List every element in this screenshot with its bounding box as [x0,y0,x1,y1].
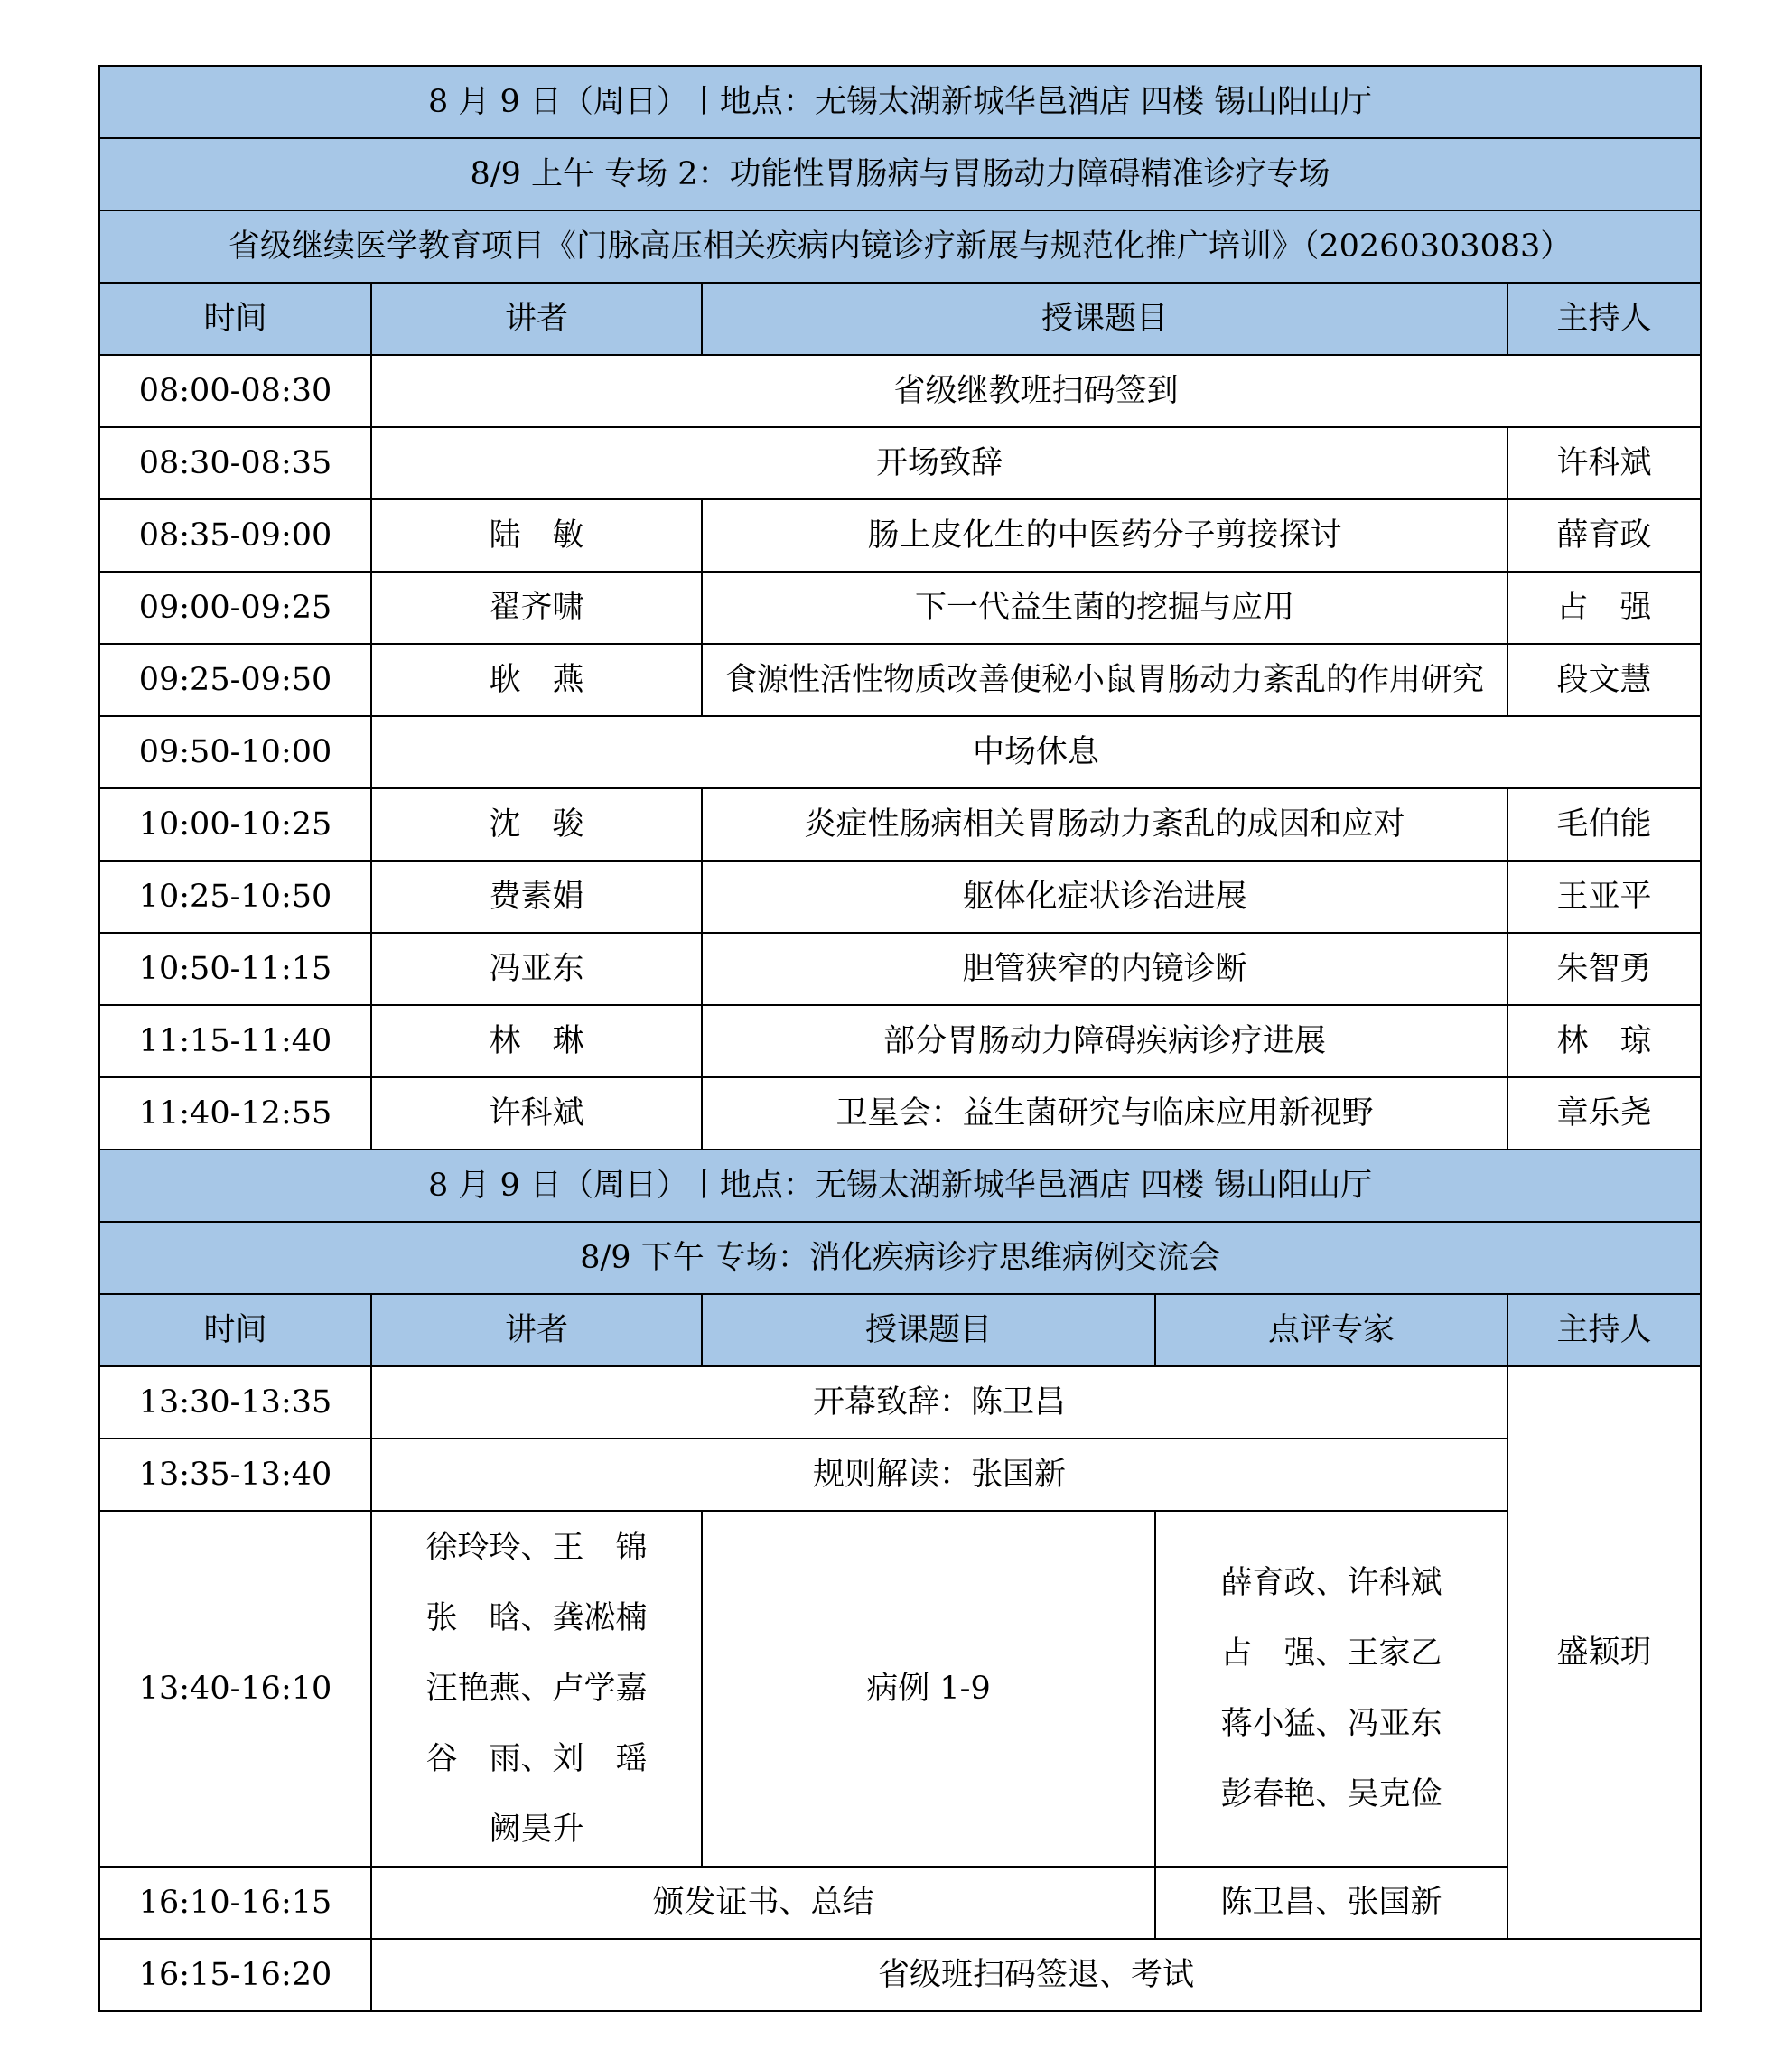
topic-cell: 省级班扫码签退、考试 [371,1939,1701,2011]
time-cell: 09:25-09:50 [99,644,371,716]
time-cell: 13:35-13:40 [99,1439,371,1511]
topic-cell: 下一代益生菌的挖掘与应用 [702,572,1507,644]
speaker-line: 张 晗、龚凇楠 [425,1600,648,1636]
table-row [99,572,1701,644]
header-time: 时间 [99,283,371,355]
project-title: 省级继续医学教育项目《门脉高压相关疾病内镜诊疗新展与规范化推广培训》（20260303083） [99,210,1701,283]
speaker-cell: 林 琳 [371,1005,702,1077]
speakers-cell [371,1511,702,1867]
host-cell: 占 强 [1507,572,1701,644]
time-cell: 10:00-10:25 [99,788,371,861]
time-cell: 10:25-10:50 [99,861,371,933]
speaker-line: 徐玲玲、王 锦 [425,1530,648,1566]
header-time: 时间 [99,1294,371,1366]
header-topic: 授课题目 [702,1294,1155,1366]
session-title: 8/9 上午 专场 2：功能性胃肠病与胃肠动力障碍精准诊疗专场 [99,138,1701,210]
speaker-cell: 翟齐啸 [371,572,702,644]
reviewer-line: 薛育政、许科斌 [1220,1565,1442,1601]
reviewer-line: 占 强、王家乙 [1220,1635,1442,1672]
topic-cell: 开幕致辞：陈卫昌 [371,1366,1507,1439]
schedule-table [98,65,1702,2012]
table-row [99,1511,1701,1867]
table-row [99,716,1701,788]
time-cell: 16:15-16:20 [99,1939,371,2011]
host-cell: 许科斌 [1507,427,1701,499]
table-row [99,861,1701,933]
table-row [99,1366,1701,1439]
speaker-line: 汪艳燕、卢学嘉 [425,1671,648,1707]
header-reviewer: 点评专家 [1155,1294,1507,1366]
time-cell: 10:50-11:15 [99,933,371,1005]
host-cell: 章乐尧 [1507,1077,1701,1150]
topic-cell: 肠上皮化生的中医药分子剪接探讨 [702,499,1507,572]
date-location-banner: 8 月 9 日（周日）丨地点：无锡太湖新城华邑酒店 四楼 锡山阳山厅 [99,1150,1701,1222]
speaker-cell: 许科斌 [371,1077,702,1150]
topic-cell: 部分胃肠动力障碍疾病诊疗进展 [702,1005,1507,1077]
topic-cell: 规则解读：张国新 [371,1439,1507,1511]
reviewer-cell: 陈卫昌、张国新 [1155,1867,1507,1939]
reviewers-cell [1155,1511,1507,1867]
table-row [99,427,1701,499]
speaker-cell: 耿 燕 [371,644,702,716]
topic-cell: 省级继教班扫码签到 [371,355,1701,427]
table-row [99,499,1701,572]
topic-cell: 开场致辞 [371,427,1507,499]
time-cell: 08:30-08:35 [99,427,371,499]
speaker-cell: 冯亚东 [371,933,702,1005]
speaker-line: 谷 雨、刘 瑶 [425,1741,648,1777]
table-row [99,1867,1701,1939]
time-cell: 11:40-12:55 [99,1077,371,1150]
time-cell: 09:50-10:00 [99,716,371,788]
speaker-cell: 陆 敏 [371,499,702,572]
topic-cell: 胆管狭窄的内镜诊断 [702,933,1507,1005]
host-cell: 盛颖玥 [1507,1366,1701,1939]
table-row [99,933,1701,1005]
table-row [99,1077,1701,1150]
date-location-banner: 8 月 9 日（周日）丨地点：无锡太湖新城华邑酒店 四楼 锡山阳山厅 [99,66,1701,138]
host-cell: 毛伯能 [1507,788,1701,861]
speaker-line: 阙昊升 [489,1812,584,1848]
host-cell: 朱智勇 [1507,933,1701,1005]
header-speaker: 讲者 [371,283,702,355]
topic-cell: 卫星会：益生菌研究与临床应用新视野 [702,1077,1507,1150]
time-cell: 13:40-16:10 [99,1511,371,1867]
topic-cell: 中场休息 [371,716,1701,788]
topic-cell: 炎症性肠病相关胃肠动力紊乱的成因和应对 [702,788,1507,861]
host-cell: 段文慧 [1507,644,1701,716]
header-host: 主持人 [1507,1294,1701,1366]
host-cell: 王亚平 [1507,861,1701,933]
table-row [99,788,1701,861]
speaker-cell: 沈 骏 [371,788,702,861]
reviewer-line: 蒋小猛、冯亚东 [1220,1706,1442,1742]
table-row [99,355,1701,427]
speaker-cell: 费素娟 [371,861,702,933]
time-cell: 13:30-13:35 [99,1366,371,1439]
table-row [99,1939,1701,2011]
time-cell: 11:15-11:40 [99,1005,371,1077]
topic-cell: 病例 1-9 [702,1511,1155,1867]
topic-cell: 食源性活性物质改善便秘小鼠胃肠动力紊乱的作用研究 [702,644,1507,716]
header-topic: 授课题目 [702,283,1507,355]
host-cell: 林 琼 [1507,1005,1701,1077]
time-cell: 08:35-09:00 [99,499,371,572]
table-row [99,1439,1701,1511]
table-row [99,644,1701,716]
topic-cell: 躯体化症状诊治进展 [702,861,1507,933]
topic-cell: 颁发证书、总结 [371,1867,1155,1939]
header-speaker: 讲者 [371,1294,702,1366]
time-cell: 08:00-08:30 [99,355,371,427]
time-cell: 09:00-09:25 [99,572,371,644]
header-host: 主持人 [1507,283,1701,355]
session-title: 8/9 下午 专场：消化疾病诊疗思维病例交流会 [99,1222,1701,1294]
host-cell: 薛育政 [1507,499,1701,572]
reviewer-line: 彭春艳、吴克俭 [1220,1776,1442,1812]
table-row [99,1005,1701,1077]
time-cell: 16:10-16:15 [99,1867,371,1939]
